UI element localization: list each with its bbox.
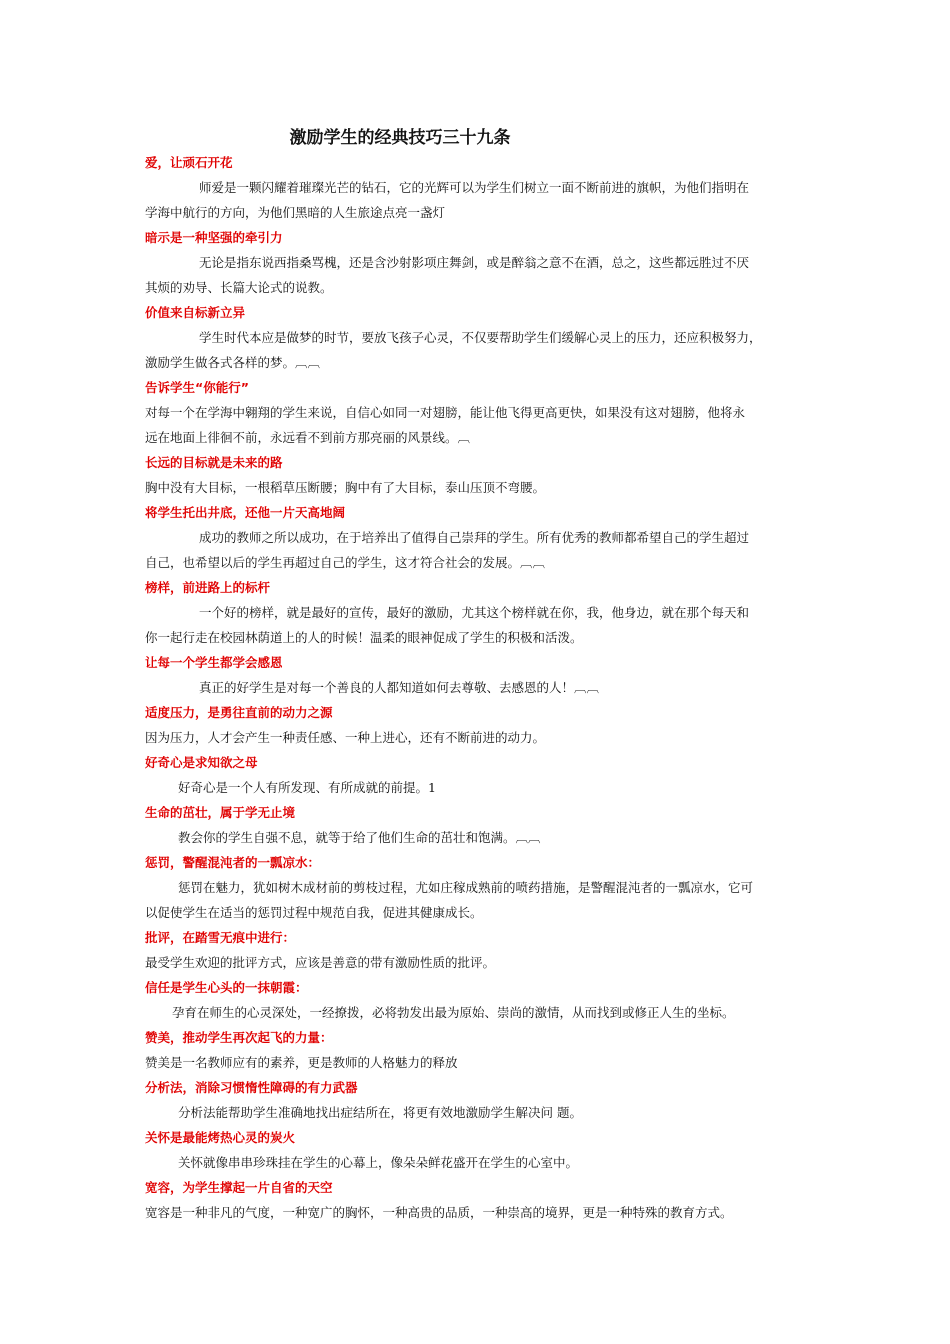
- paragraph-line: 最受学生欢迎的批评方式，应该是善意的带有激励性质的批评。: [145, 955, 496, 970]
- paragraph-line: 对每一个在学海中翱翔的学生来说，自信心如同一对翅膀，能让他飞得更高更快，如果没有这对翅膀，他将永: [145, 405, 746, 420]
- section-heading: 宽容，为学生撑起一片自省的天空: [145, 1180, 333, 1195]
- section-heading: 惩罚，警醒混沌者的一瓢凉水：: [145, 855, 321, 870]
- paragraph-line: 远在地面上徘徊不前，永远看不到前方那亮丽的风景线。︹: [145, 430, 471, 445]
- section-heading: 适度压力，是勇往直前的动力之源: [145, 705, 333, 720]
- section-heading: 价值来自标新立异: [145, 305, 246, 320]
- section-heading: 关怀是最能烤热心灵的炭火: [145, 1130, 296, 1145]
- section-heading: 信任是学生心头的一抹朝霞：: [145, 980, 308, 995]
- document-body: [145, 150, 810, 1225]
- section-heading: 批评，在踏雪无痕中进行：: [145, 930, 296, 945]
- section-heading: 暗示是一种坚强的牵引力: [145, 230, 283, 245]
- paragraph-line: 自己，也希望以后的学生再超过自己的学生，这才符合社会的发展。︹︹: [145, 555, 546, 570]
- paragraph-line: 惩罚在魅力，犹如树木成材前的剪枝过程，尤如庄稼成熟前的喷药措施，是警醒混沌者的一瓢凉水，它可: [178, 880, 754, 895]
- section-heading: 好奇心是求知欲之母: [145, 755, 258, 770]
- paragraph-line: 激励学生做各式各样的梦。︹︹: [145, 355, 321, 370]
- section-heading: 榜样，前进路上的标杆: [145, 580, 271, 595]
- paragraph-line: 因为压力，人才会产生一种责任感、一种上进心，还有不断前进的动力。: [145, 730, 546, 745]
- paragraph-line: 教会你的学生自强不息，就等于给了他们生命的茁壮和饱满。︹︹: [178, 830, 541, 845]
- paragraph-line: 无论是指东说西指桑骂槐，还是含沙射影项庄舞剑，或是醉翁之意不在酒，总之，这些都远胜过不厌: [199, 255, 750, 270]
- paragraph-line: 你一起行走在校园林荫道上的人的时候！温柔的眼神促成了学生的积极和活泼。: [145, 630, 583, 645]
- section-heading: 告诉学生“你能行”: [145, 380, 249, 395]
- paragraph-line: 师爱是一颗闪耀着璀璨光芒的钻石，它的光辉可以为学生们树立一面不断前进的旗帜，为他们指明在: [199, 180, 750, 195]
- paragraph-line: 学海中航行的方向，为他们黑暗的人生旅途点亮一盏灯: [145, 205, 446, 220]
- paragraph-line: 关怀就像串串珍珠挂在学生的心幕上，像朵朵鲜花盛开在学生的心室中。: [178, 1155, 579, 1170]
- section-heading: 生命的茁壮，属于学无止境: [145, 805, 296, 820]
- paragraph-line: 分析法能帮助学生准确地找出症结所在，将更有效地激励学生解决问 题。: [178, 1105, 582, 1120]
- paragraph-line: 好奇心是一个人有所发现、有所成就的前提。1: [178, 780, 436, 795]
- section-heading: 爱，让顽石开花: [145, 155, 233, 170]
- section-heading: 赞美，推动学生再次起飞的力量：: [145, 1030, 333, 1045]
- paragraph-line: 真正的好学生是对每一个善良的人都知道如何去尊敬、去感恩的人！︹︹: [199, 680, 600, 695]
- document-title: 激励学生的经典技巧三十九条: [289, 128, 511, 148]
- paragraph-line: 其烦的劝导、长篇大论式的说教。: [145, 280, 333, 295]
- paragraph-line: 孕育在师生的心灵深处，一经撩拨，必将勃发出最为原始、崇尚的激情，从而找到或修正人生的坐标。: [172, 1005, 735, 1020]
- paragraph-line: 赞美是一名教师应有的素养，更是教师的人格魅力的释放: [145, 1055, 458, 1070]
- section-heading: 将学生托出井底，还他一片天高地阔: [145, 505, 346, 520]
- section-heading: 长远的目标就是未来的路: [145, 455, 283, 470]
- paragraph-line: 宽容是一种非凡的气度，一种宽广的胸怀，一种高贵的品质，一种崇高的境界，更是一种特殊的教育方式。: [145, 1205, 733, 1220]
- paragraph-line: 学生时代本应是做梦的时节，要放飞孩子心灵，不仅要帮助学生们缓解心灵上的压力，还应积极努力，: [199, 330, 762, 345]
- paragraph-line: 一个好的榜样，就是最好的宣传，最好的激励，尤其这个榜样就在你，我，他身边，就在那个每天和: [199, 605, 750, 620]
- paragraph-line: 成功的教师之所以成功，在于培养出了值得自己崇拜的学生。所有优秀的教师都希望自己的学生超过: [199, 530, 750, 545]
- section-heading: 让每一个学生都学会感恩: [145, 655, 283, 670]
- section-heading: 分析法，消除习惯惰性障碍的有力武器: [145, 1080, 358, 1095]
- paragraph-line: 胸中没有大目标，一根稻草压断腰；胸中有了大目标，泰山压顶不弯腰。: [145, 480, 546, 495]
- paragraph-line: 以促使学生在适当的惩罚过程中规范自我，促进其健康成长。: [145, 905, 483, 920]
